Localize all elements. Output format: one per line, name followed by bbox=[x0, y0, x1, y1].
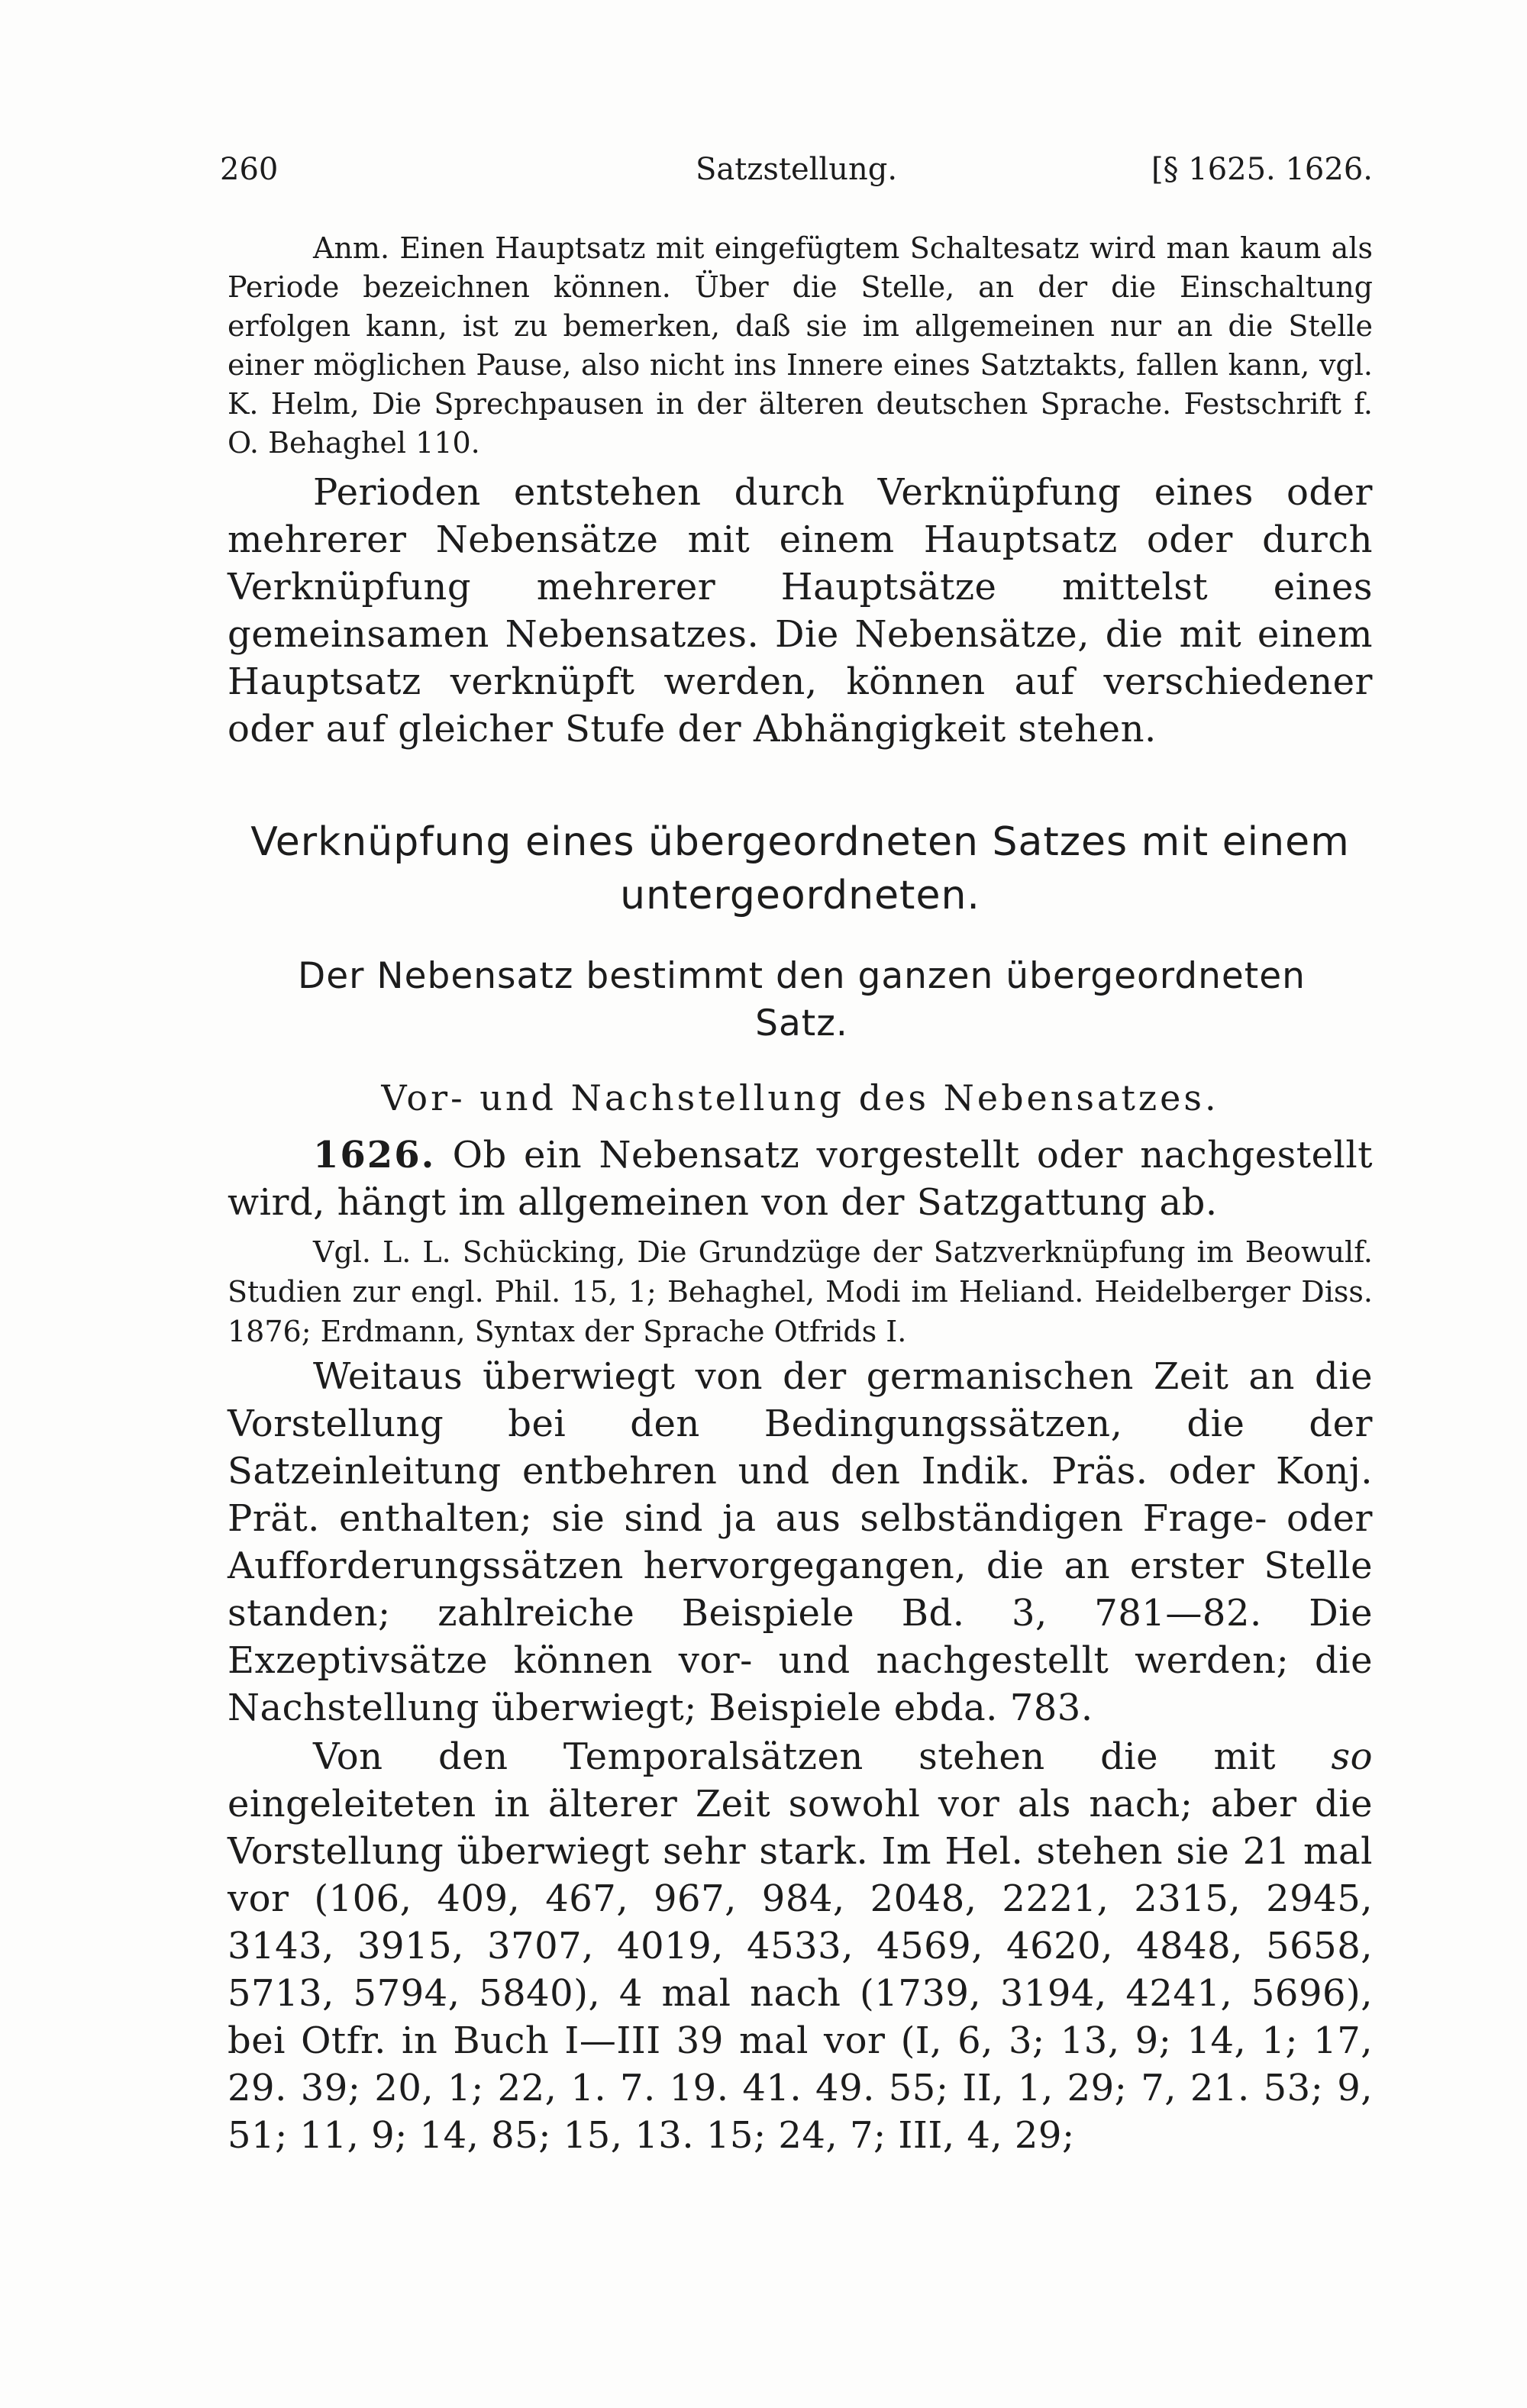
annotation-note: Anm. Einen Hauptsatz mit eingefügtem Schaltesatz wird man kaum als Periode bezeichnen können. Über die Stelle, an der die Einschaltung erfolgen kann, ist zu bemerken, daß sie im allgemeinen nur an die Stelle einer möglichen Pause, also nicht ins Innere eines Satztakts, fallen kann, vgl. K. Helm, Die Sprechpausen in der älteren deutschen Sprache. Festschrift f. O. Behaghel 110. bbox=[228, 231, 1373, 460]
italic-so: so bbox=[1331, 1735, 1373, 1778]
section-1626 bbox=[228, 1131, 1373, 2159]
running-title: Satzstellung. bbox=[695, 152, 898, 187]
section-heading: Der Nebensatz bestimmt den ganzen übergeordneten Satz. bbox=[298, 955, 1306, 1044]
running-header bbox=[220, 147, 1373, 192]
section-1626-text: Ob ein Nebensatz vorgestellt oder nachgestellt wird, hängt im allgemeinen von der Satzgattung ab. bbox=[228, 1134, 1373, 1224]
subsection-heading: Vor- und Nachstellung des Nebensatzes. bbox=[381, 1077, 1219, 1118]
temporal-text-start: Von den Temporalsätzen stehen die mit bbox=[313, 1735, 1332, 1778]
page-number: 260 bbox=[220, 152, 279, 187]
bibliographic-reference: Vgl. L. L. Schücking, Die Grundzüge der Satzverknüpfung im Beowulf. Studien zur engl. Phil. 15, 1; Behaghel, Modi im Heliand. Heidelberger Diss. 1876; Erdmann, Syntax der Sprache Otfrids I. bbox=[228, 1235, 1373, 1348]
heading-block-2 bbox=[275, 953, 1328, 1047]
paragraph-number: 1626. bbox=[313, 1134, 436, 1177]
heading-block-1 bbox=[228, 815, 1373, 922]
paragraph-temporal-clauses bbox=[228, 1733, 1373, 2159]
section-reference: [§ 1625. 1626. bbox=[1151, 152, 1373, 187]
intro-paragraph: Perioden entstehen durch Verknüpfung eines oder mehrerer Nebensätze mit einem Hauptsatz oder durch Verknüpfung mehrerer Hauptsätze mittelst eines gemeinsamen Nebensatzes. Die Nebensätze, die mit einem Hauptsatz verknüpft werden, können auf verschiedener oder auf gleicher Stufe der Abhängigkeit stehen. bbox=[228, 471, 1373, 750]
heading-block-3 bbox=[228, 1075, 1373, 1121]
section-1626-lead bbox=[228, 1131, 1373, 1226]
annotation-block bbox=[228, 229, 1373, 463]
chapter-heading: Verknüpfung eines übergeordneten Satzes mit einem untergeordneten. bbox=[250, 819, 1350, 918]
temporal-text-rest: eingeleiteten in älterer Zeit sowohl vor als nach; aber die Vorstellung überwiegt sehr stark. Im Hel. stehen sie 21 mal vor (106, 409, 467, 967, 984, 2048, 2221, 2315, 2945, 3143, 3915, 3707, 4019, 4533, 4569, 4620, 4848, 5658, 5713, 5794, 5840), 4 mal nach (1739, 3194, 4241, 5696), bei Otfr. in Buch I—III 39 mal vor (I, 6, 3; 13, 9; 14, 1; 17, 29. 39; 20, 1; 22, 1. 7. 19. 41. 49. 55; II, 1, 29; 7, 21. 53; 9, 51; 11, 9; 14, 85; 15, 13. 15; 24, 7; III, 4, 29; bbox=[228, 1783, 1373, 2157]
intro-block bbox=[228, 469, 1373, 753]
paragraph-conditional-clauses: Weitaus überwiegt von der germanischen Zeit an die Vorstellung bei den Bedingungssätzen, die der Satzeinleitung entbehren und den Indik. Präs. oder Konj. Prät. enthalten; sie sind ja aus selbständigen Frage- oder Aufforderungssätzen hervorgegangen, die an erster Stelle standen; zahlreiche Beispiele Bd. 3, 781—82. Die Exzeptivsätze können vor- und nachgestellt werden; die Nachstellung überwiegt; Beispiele ebda. 783. bbox=[228, 1355, 1373, 1729]
